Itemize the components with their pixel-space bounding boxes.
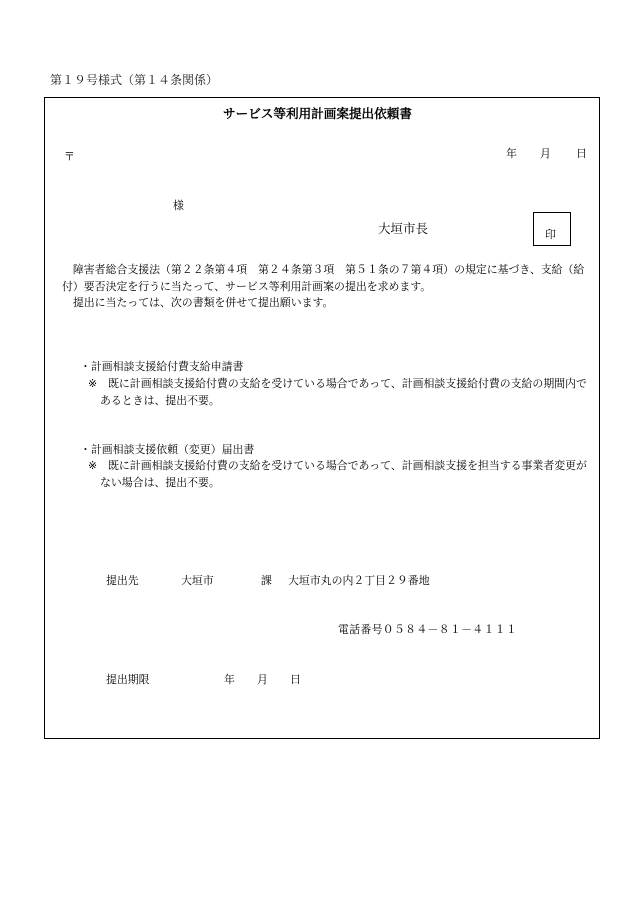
body-request: 提出に当たっては、次の書類を併せて提出願います。	[62, 295, 334, 309]
postal-mark: 〒	[64, 150, 75, 163]
submission-phone: 電話番号０５８４－８１－４１１１	[338, 622, 518, 636]
document-item-note: ない場合は、提出不要。	[100, 475, 220, 489]
deadline-day-label: 日	[290, 672, 301, 686]
seal-box	[533, 212, 571, 246]
date-day-label: 日	[576, 147, 587, 160]
addressee-suffix: 様	[173, 199, 184, 212]
body-line: 障害者総合支援法（第２２条第４項 第２４条第３項 第５１条の７第４項）の規定に基づき、支給（給	[62, 262, 585, 276]
deadline-label: 提出期限	[106, 672, 150, 686]
seal-label: 印	[545, 228, 556, 241]
body-line: 付）要否決定を行うに当たって、サービス等利用計画案の提出を求めます。	[62, 279, 432, 293]
document-item-note: あるときは、提出不要。	[100, 393, 220, 407]
form-number: 第１９号様式（第１４条関係）	[50, 73, 219, 87]
submission-address: 大垣市丸の内２丁目２９番地	[288, 573, 430, 587]
submission-section-suffix: 課	[261, 573, 272, 587]
document-item-note: ※ 既に計画相談支援給付費の支給を受けている場合であって、計画相談支援給付費の支給の期間内で	[88, 376, 587, 390]
document-item-note: ※ 既に計画相談支援給付費の支給を受けている場合であって、計画相談支援を担当する事業者変更が	[88, 458, 587, 472]
date-month-label: 月	[540, 147, 551, 160]
sender-name: 大垣市長	[378, 221, 429, 236]
deadline-month-label: 月	[257, 672, 268, 686]
submission-label: 提出先	[106, 573, 139, 587]
form-frame	[44, 97, 600, 739]
deadline-year-label: 年	[224, 672, 235, 686]
document-item-name: ・計画相談支援給付費支給申請書	[80, 359, 244, 373]
document-item-name: ・計画相談支援依頼（変更）届出書	[80, 442, 255, 456]
document-title: サービス等利用計画案提出依頼書	[223, 106, 412, 121]
submission-city: 大垣市	[181, 573, 214, 587]
date-year-label: 年	[506, 147, 517, 160]
